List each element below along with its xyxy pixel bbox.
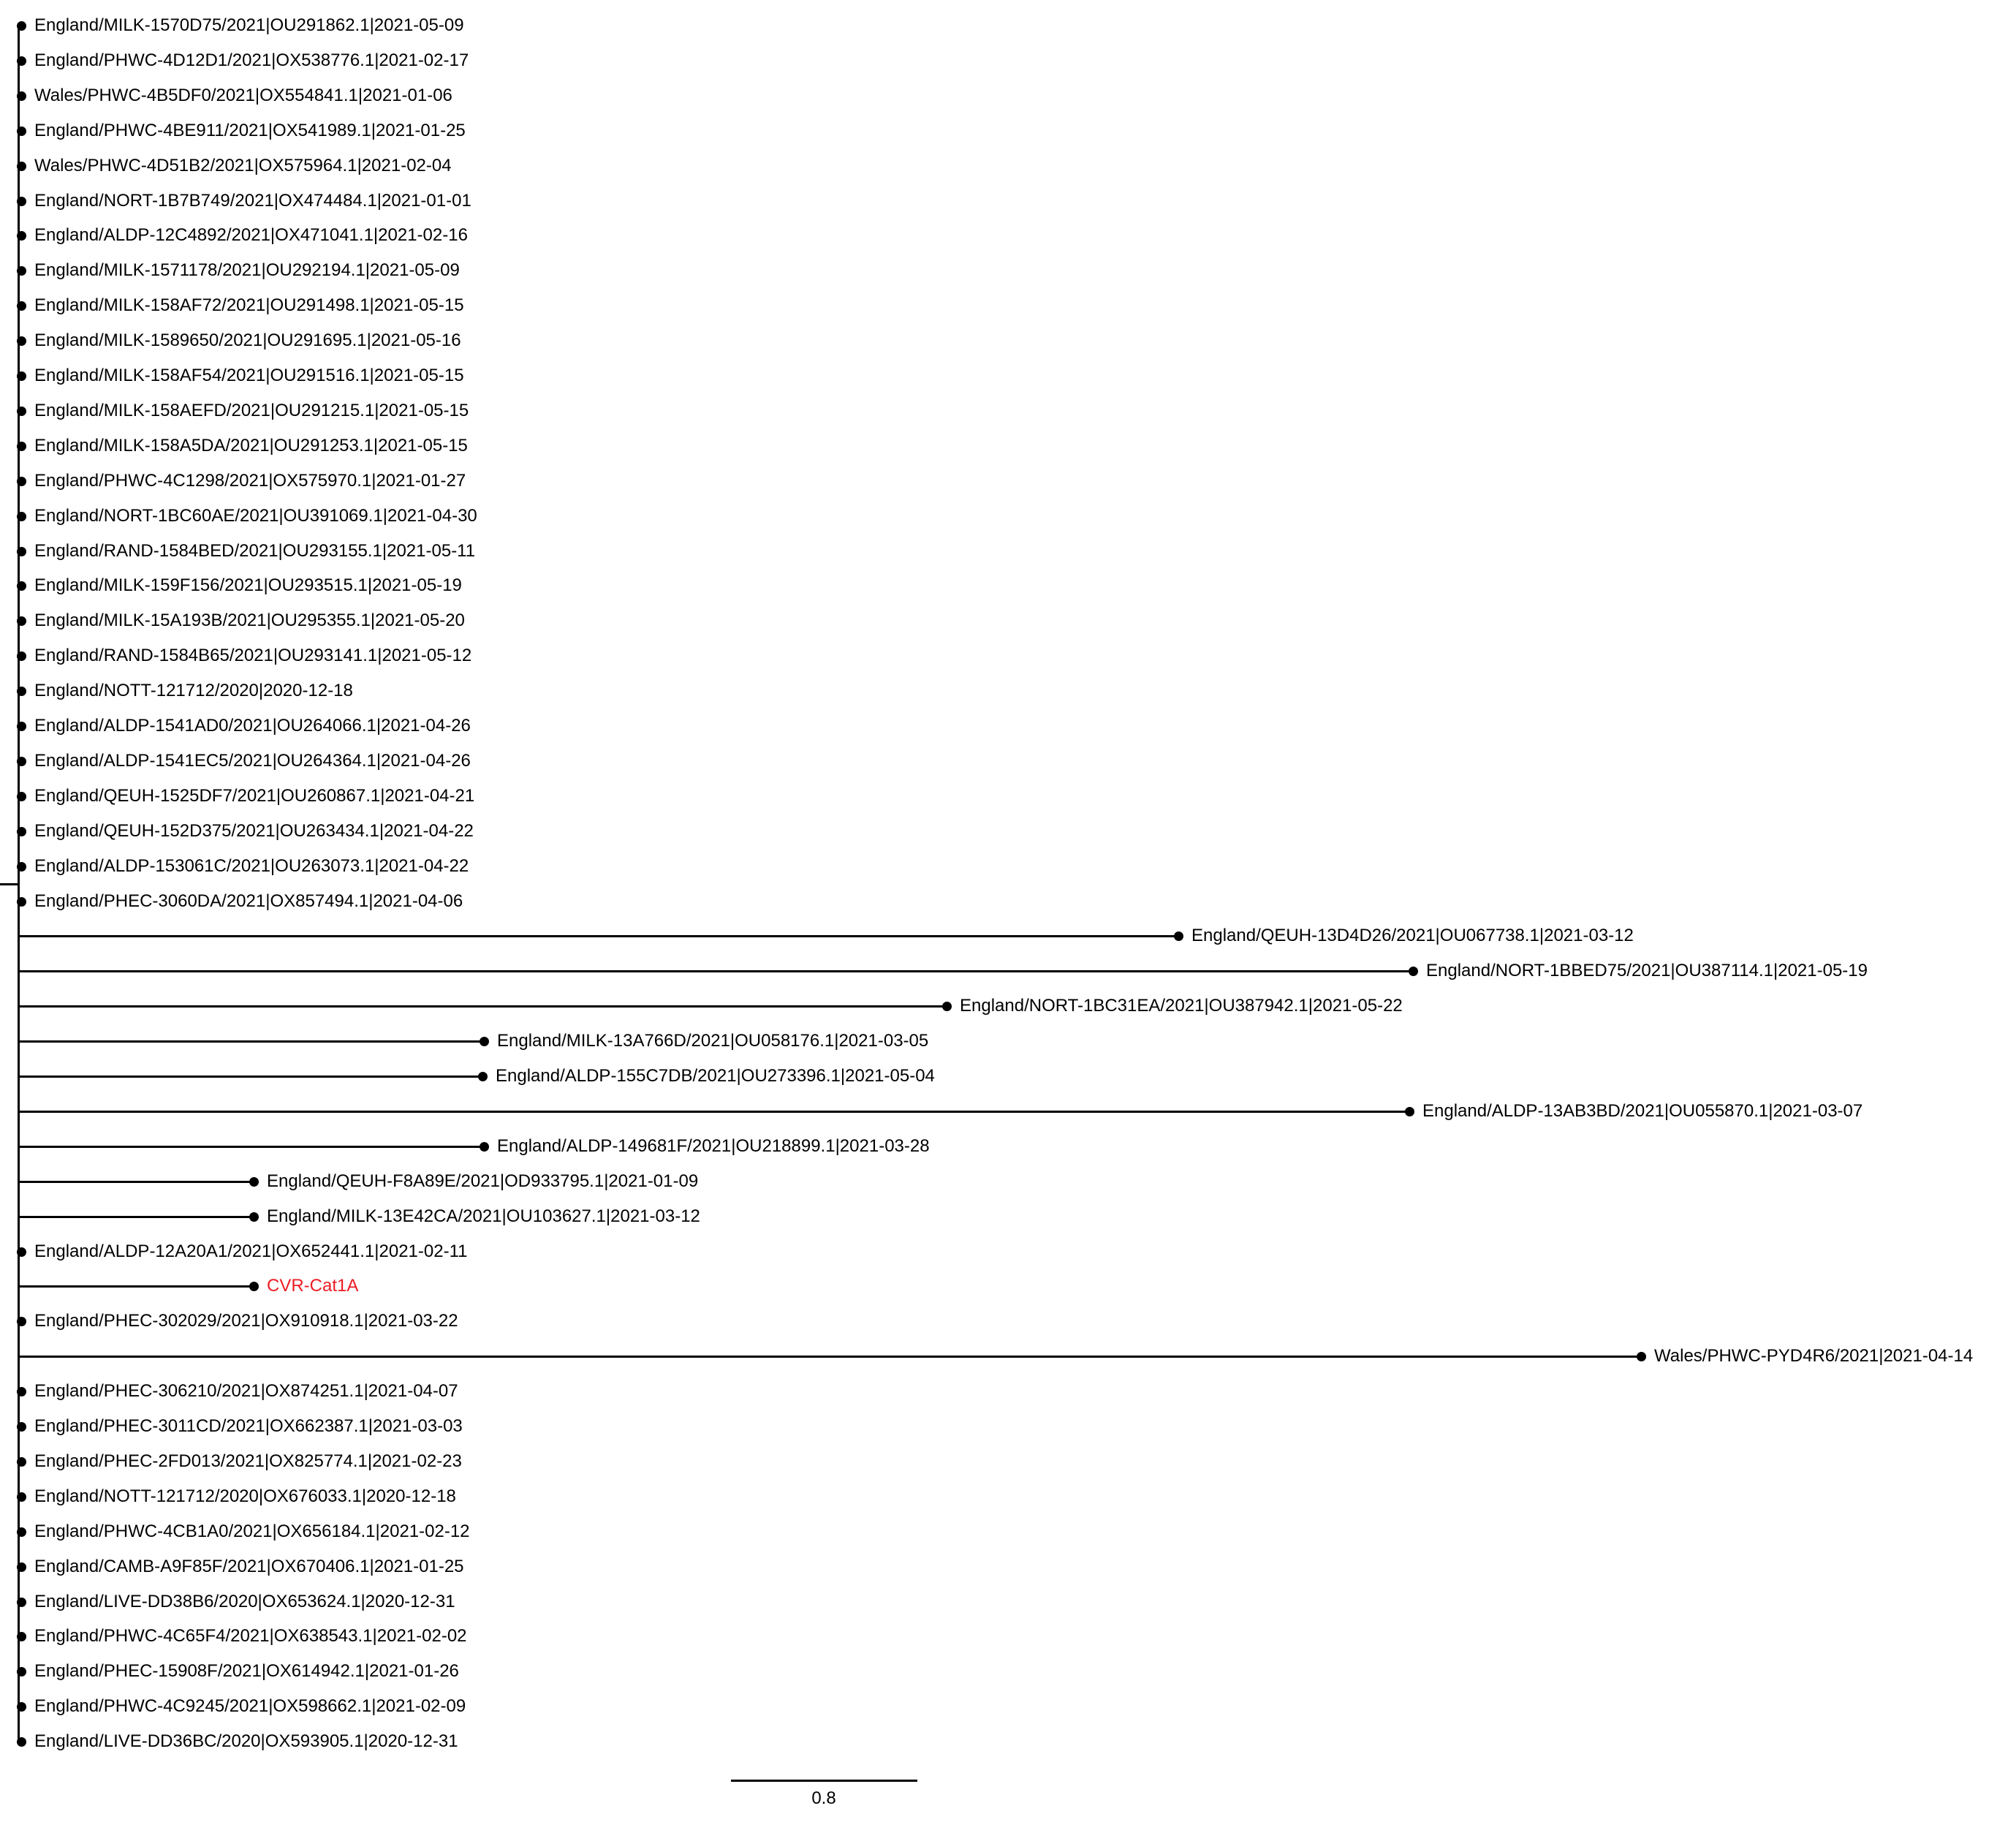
tip-label: England/QEUH-1525DF7/2021|OU260867.1|2021-04-21 (34, 786, 475, 806)
tip-node-dot (17, 1317, 26, 1326)
tip-branch-line (18, 1216, 252, 1218)
tip-label: England/MILK-13A766D/2021|OU058176.1|2021-03-05 (497, 1031, 929, 1051)
tip-node-dot (17, 722, 26, 731)
tip-label: England/MILK-158AF72/2021|OU291498.1|2021-05-15 (34, 295, 464, 315)
tip-node-dot (480, 1037, 489, 1046)
tip-node-dot (942, 1002, 952, 1011)
tip-node-dot (17, 407, 26, 416)
tip-node-dot (17, 1737, 26, 1747)
tip-node-dot (249, 1212, 259, 1222)
tip-node-dot (17, 197, 26, 206)
tip-label: England/PHEC-15908F/2021|OX614942.1|2021-01-26 (34, 1661, 459, 1681)
tip-label: England/QEUH-13D4D26/2021|OU067738.1|2021-03-12 (1191, 926, 1634, 945)
tip-node-dot (249, 1282, 259, 1291)
tip-node-dot (17, 757, 26, 766)
tip-label: England/ALDP-12C4892/2021|OX471041.1|2021-02-16 (34, 225, 468, 245)
tip-label: England/PHEC-3060DA/2021|OX857494.1|2021-04-06 (34, 891, 463, 911)
tip-node-dot (17, 616, 26, 626)
tip-label: England/ALDP-1541AD0/2021|OU264066.1|2021-04-26 (34, 716, 471, 736)
tip-label: England/PHWC-4C65F4/2021|OX638543.1|2021-02-02 (34, 1626, 467, 1646)
tip-node-dot (480, 1142, 489, 1152)
tip-node-dot (17, 162, 26, 171)
tip-label: England/MILK-15A193B/2021|OU295355.1|2021-05-20 (34, 611, 465, 630)
tip-label: England/RAND-1584B65/2021|OU293141.1|2021-05-12 (34, 646, 472, 665)
tip-node-dot (17, 1632, 26, 1641)
tip-node-dot (17, 301, 26, 311)
scale-bar-label: 0.8 (811, 1788, 836, 1808)
tip-label: England/ALDP-13AB3BD/2021|OU055870.1|2021-03-07 (1422, 1101, 1863, 1121)
tip-node-dot (17, 266, 26, 276)
tip-node-dot (17, 1457, 26, 1467)
tip-node-dot (17, 897, 26, 907)
tip-label: England/CAMB-A9F85F/2021|OX670406.1|2021-01-25 (34, 1557, 464, 1576)
tip-node-dot (17, 862, 26, 872)
tip-label: England/NORT-1BBED75/2021|OU387114.1|2021-05-19 (1426, 961, 1868, 980)
tip-label: England/ALDP-1541EC5/2021|OU264364.1|2021-04-26 (34, 751, 471, 771)
tip-node-dot (17, 827, 26, 836)
tip-node-dot (17, 126, 26, 136)
tip-label: Wales/PHWC-4D51B2/2021|OX575964.1|2021-02-04 (34, 156, 452, 175)
tip-node-dot (1174, 931, 1183, 941)
tip-label: England/NOTT-121712/2020|2020-12-18 (34, 681, 353, 700)
tip-label: England/QEUH-F8A89E/2021|OD933795.1|2021-01-09 (267, 1171, 699, 1191)
tip-label: England/LIVE-DD38B6/2020|OX653624.1|2020-12-31 (34, 1592, 455, 1611)
tip-label: England/MILK-1589650/2021|OU291695.1|2021-05-16 (34, 330, 461, 350)
tip-label: England/ALDP-149681F/2021|OU218899.1|2021-03-28 (497, 1136, 930, 1156)
tip-node-dot (17, 1387, 26, 1396)
tip-label: England/RAND-1584BED/2021|OU293155.1|2021-05-11 (34, 541, 476, 561)
tip-node-dot (17, 1492, 26, 1502)
tip-node-dot (17, 231, 26, 241)
tip-branch-line (18, 1111, 1408, 1113)
tip-label: CVR-Cat1A (267, 1276, 359, 1296)
tip-label: Wales/PHWC-PYD4R6/2021|2021-04-14 (1654, 1346, 1974, 1366)
tip-node-dot (17, 512, 26, 521)
tip-branch-line (18, 1040, 482, 1043)
tip-label: England/MILK-159F156/2021|OU293515.1|2021-05-19 (34, 575, 462, 595)
tip-label: England/MILK-1570D75/2021|OU291862.1|2021-05-09 (34, 15, 464, 35)
tip-label: England/QEUH-152D375/2021|OU263434.1|2021-04-22 (34, 821, 474, 841)
tip-label: England/MILK-1571178/2021|OU292194.1|2021-05-09 (34, 260, 460, 280)
tip-node-dot (478, 1072, 488, 1081)
tip-label: England/NORT-1BC60AE/2021|OU391069.1|2021-04-30 (34, 506, 477, 526)
tip-branch-line (18, 1005, 945, 1008)
tip-label: England/LIVE-DD36BC/2020|OX593905.1|2020-12-31 (34, 1731, 458, 1751)
tip-node-dot (17, 1667, 26, 1677)
tip-branch-line (18, 1285, 252, 1288)
tip-label: England/PHWC-4C1298/2021|OX575970.1|2021-01-27 (34, 471, 466, 491)
tip-node-dot (17, 687, 26, 696)
tip-branch-line (18, 1146, 482, 1148)
tip-branch-line (18, 1076, 481, 1078)
tip-label: England/PHEC-3011CD/2021|OX662387.1|2021-03-03 (34, 1416, 463, 1436)
tip-label: England/PHWC-4D12D1/2021|OX538776.1|2021-02-17 (34, 50, 469, 70)
tip-node-dot (17, 651, 26, 661)
tip-node-dot (17, 56, 26, 66)
tip-node-dot (17, 1247, 26, 1257)
tip-node-dot (17, 581, 26, 591)
tip-label: Wales/PHWC-4B5DF0/2021|OX554841.1|2021-01-06 (34, 86, 452, 105)
tip-node-dot (17, 477, 26, 486)
tip-node-dot (17, 336, 26, 346)
tip-label: England/NORT-1B7B749/2021|OX474484.1|2021-01-01 (34, 191, 471, 211)
tip-label: England/PHWC-4CB1A0/2021|OX656184.1|2021-02-12 (34, 1522, 470, 1541)
tip-node-dot (1637, 1352, 1646, 1361)
tip-node-dot (17, 547, 26, 556)
tip-node-dot (1409, 967, 1418, 976)
tip-node-dot (1405, 1107, 1414, 1116)
tip-label: England/ALDP-12A20A1/2021|OX652441.1|2021-02-11 (34, 1241, 468, 1261)
tip-node-dot (17, 1598, 26, 1607)
tip-label: England/PHWC-4C9245/2021|OX598662.1|2021-02-09 (34, 1696, 466, 1716)
tip-node-dot (17, 442, 26, 451)
tip-node-dot (17, 792, 26, 801)
tip-label: England/ALDP-155C7DB/2021|OU273396.1|2021-05-04 (496, 1066, 935, 1086)
tip-label: England/MILK-158A5DA/2021|OU291253.1|2021-05-15 (34, 436, 468, 455)
tip-label: England/PHEC-306210/2021|OX874251.1|2021-04-07 (34, 1381, 458, 1401)
tip-label: England/NOTT-121712/2020|OX676033.1|2020-12-18 (34, 1486, 456, 1506)
tip-branch-line (18, 935, 1177, 937)
tip-label: England/MILK-158AEFD/2021|OU291215.1|2021-05-15 (34, 401, 469, 420)
tip-label: England/PHEC-302029/2021|OX910918.1|2021-03-22 (34, 1311, 458, 1331)
tip-node-dot (17, 21, 26, 31)
tip-label: England/PHWC-4BE911/2021|OX541989.1|2021-01-25 (34, 121, 466, 140)
tree-root-edge (0, 883, 19, 885)
tip-node-dot (17, 1702, 26, 1712)
tip-node-dot (249, 1177, 259, 1187)
tip-branch-line (18, 1181, 252, 1183)
tip-label: England/NORT-1BC31EA/2021|OU387942.1|2021-05-22 (960, 996, 1403, 1016)
scale-bar-line (731, 1780, 917, 1782)
tip-node-dot (17, 91, 26, 101)
tip-label: England/PHEC-2FD013/2021|OX825774.1|2021-02-23 (34, 1451, 462, 1471)
tip-node-dot (17, 1527, 26, 1537)
tip-node-dot (17, 1422, 26, 1432)
tip-branch-line (18, 1356, 1640, 1358)
tip-label: England/MILK-13E42CA/2021|OU103627.1|2021-03-12 (267, 1206, 700, 1226)
tip-node-dot (17, 1562, 26, 1572)
tip-branch-line (18, 970, 1411, 972)
tip-node-dot (17, 371, 26, 381)
tip-label: England/MILK-158AF54/2021|OU291516.1|2021-05-15 (34, 366, 464, 385)
tip-label: England/ALDP-153061C/2021|OU263073.1|2021-04-22 (34, 856, 469, 876)
